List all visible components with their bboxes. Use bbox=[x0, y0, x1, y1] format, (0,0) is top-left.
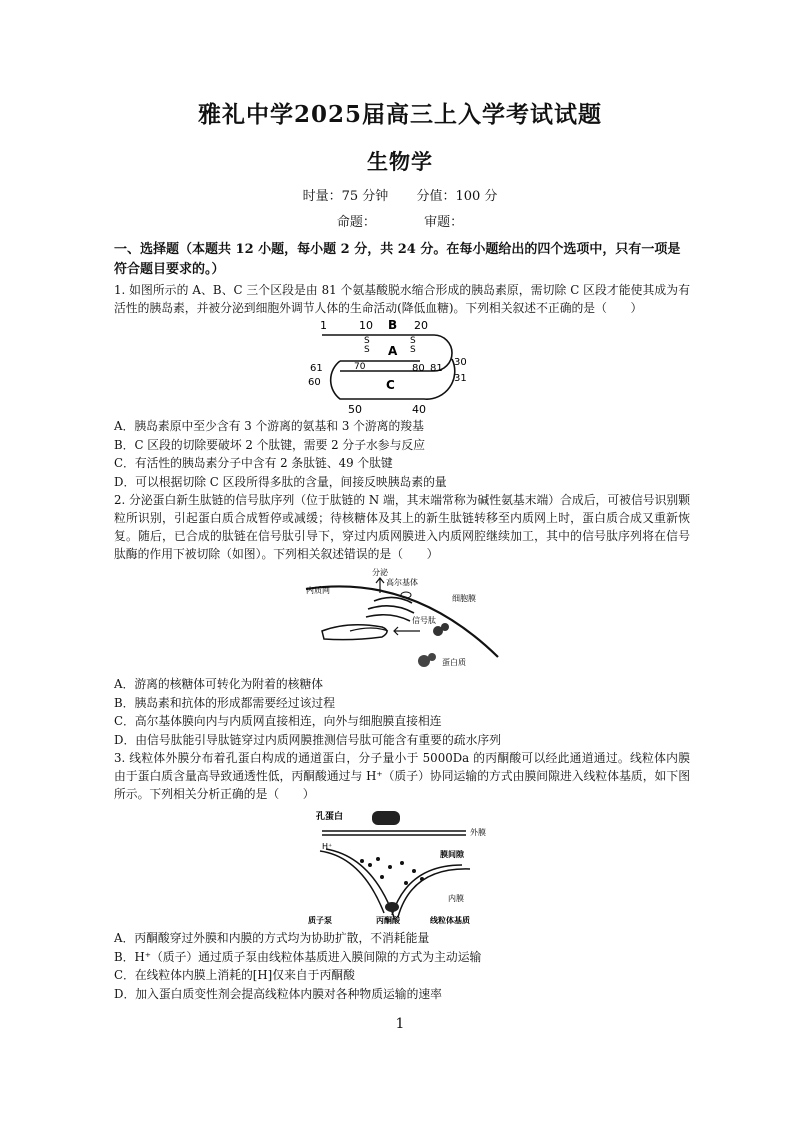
label-61: 61 bbox=[310, 363, 323, 374]
bond-2: S bbox=[364, 345, 370, 355]
hplus-dot bbox=[388, 865, 392, 869]
label-80: 80 bbox=[412, 363, 425, 374]
proton-pump bbox=[385, 902, 399, 912]
label-81: 81 bbox=[430, 363, 443, 374]
golgi-stack bbox=[366, 597, 414, 621]
signal-arrow bbox=[394, 627, 420, 635]
insulin-diagram bbox=[302, 319, 502, 415]
label-70: 70 bbox=[354, 362, 366, 372]
er-membrane bbox=[322, 625, 387, 640]
hplus-dot bbox=[376, 857, 380, 861]
q2-option-a: A．游离的核糖体可转化为附着的核糖体 bbox=[114, 677, 324, 691]
exam-title: 雅礼中学2025届高三上入学考试试题 bbox=[197, 101, 602, 128]
section-heading: 一、选择题（本题共 12 小题，每小题 2 分，共 24 分。在每小题给出的四个选项中，只有一项是符合题目要求的。） bbox=[114, 242, 681, 277]
hplus-dot bbox=[380, 875, 384, 879]
label-31: 31 bbox=[454, 373, 467, 384]
question-2-stem: 2. 分泌蛋白新生肽链的信号肽序列（位于肽链的 N 端，其末端常称为碱性氨基末端）合成后，可被信号识别颗粒所识别，引起蛋白质合成暂停或减缓；待核糖体及其上的新生肽链转移至内质网上时，蛋白质合成又重新恢复。随后，已合成的肽链在信号肽引导下，穿过内质网膜进入内质网腔继续加工，其中的信号肽序列将在信号肽酶的作用下被切除（如图）。下列相关叙述错误的是（ ） bbox=[114, 493, 690, 561]
q1-option-b: B．C 区段的切除要破坏 2 个肽键，需要 2 分子水参与反应 bbox=[114, 437, 425, 452]
q3-option-a: A．丙酮酸穿过外膜和内膜的方式均为协助扩散，不消耗能量 bbox=[114, 931, 430, 945]
subject-title: 生物学 bbox=[367, 149, 433, 174]
hplus-dot bbox=[400, 861, 404, 865]
q1-option-c: C．有活性的胰岛素分子中含有 2 条肽链、49 个肽键 bbox=[114, 456, 393, 470]
ribosome-2 bbox=[441, 623, 449, 631]
outer-membrane bbox=[322, 831, 466, 835]
hplus-dot bbox=[420, 877, 424, 881]
label-20: 20 bbox=[414, 319, 428, 332]
time-limit: 时量：75 分钟 bbox=[302, 189, 389, 204]
q3-option-b: B．H⁺（质子）通过质子泵由线粒体基质进入膜间隙的方式为主动运输 bbox=[114, 949, 482, 964]
bond-4: S bbox=[410, 345, 416, 355]
label-a: A bbox=[388, 344, 398, 358]
page-number: 1 bbox=[395, 1016, 405, 1032]
label-pump: 质子泵 bbox=[308, 916, 332, 925]
hplus-dot bbox=[368, 863, 372, 867]
label-secretion: 分泌 bbox=[372, 568, 388, 577]
label-60: 60 bbox=[308, 377, 321, 388]
mitochondria-diagram bbox=[302, 805, 502, 927]
exam-body bbox=[114, 240, 690, 1003]
question-1-stem: 1. 如图所示的 A、B、C 三个区段是由 81 个氨基酸脱水缩合形成的胰岛素原，需切除 C 区段才能使其成为有活性的胰岛素，并被分泌到细胞外调节人体的生命活动(降低血糖)。下列相关叙述不正确的是（ ） bbox=[114, 283, 690, 315]
setter-label: 命题： bbox=[336, 215, 376, 230]
q3-option-d: D．加入蛋白质变性剂会提高线粒体内膜对各种物质运输的速率 bbox=[114, 986, 442, 1001]
q2-option-c: C．高尔基体膜向内与内质网直接相连，向外与细胞膜直接相连 bbox=[114, 714, 442, 728]
exam-authors bbox=[0, 211, 800, 230]
label-signal: 信号肽 bbox=[412, 616, 436, 625]
question-3-stem: 3. 线粒体外膜分布着孔蛋白构成的通道蛋白，分子量小于 5000Da 的丙酮酸可以经此通道通过。线粒体内膜由于蛋白质含量高导致通透性低，丙酮酸通过与 H⁺（质子）协同运输的方式由膜间隙进入线粒体基质，如下图所示。下列相关分析正确的是（ ） bbox=[114, 751, 690, 801]
protein-blob-2 bbox=[428, 653, 436, 661]
label-b: B bbox=[388, 319, 398, 332]
q2-option-d: D．由信号肽能引导肽链穿过内质网膜推测信号肽可能含有重要的疏水序列 bbox=[114, 732, 501, 747]
label-membrane: 细胞膜 bbox=[452, 594, 476, 603]
porin-channel bbox=[372, 811, 400, 825]
q2-option-b: B．胰岛素和抗体的形成都需要经过该过程 bbox=[114, 695, 336, 710]
q1-option-d: D．可以根据切除 C 区段所得多肽的含量，间接反映胰岛素的量 bbox=[114, 474, 447, 489]
label-40: 40 bbox=[412, 403, 426, 415]
reviewer-label: 审题： bbox=[424, 215, 464, 230]
label-protein: 蛋白质 bbox=[442, 658, 466, 667]
signal-peptide-diagram bbox=[302, 565, 502, 673]
label-hplus: H⁺ bbox=[322, 842, 333, 851]
label-matrix: 线粒体基质 bbox=[430, 916, 470, 925]
label-c: C bbox=[386, 378, 395, 392]
hplus-dot bbox=[412, 869, 416, 873]
exam-meta bbox=[0, 185, 800, 204]
bond-1: S bbox=[364, 336, 370, 346]
q1-option-a: A．胰岛素原中至少含有 3 个游离的氨基和 3 个游离的羧基 bbox=[114, 419, 424, 433]
hplus-dot bbox=[404, 881, 408, 885]
label-pyruvate: 丙酮酸 bbox=[376, 916, 400, 925]
label-1: 1 bbox=[320, 319, 327, 332]
label-inner: 内膜 bbox=[448, 894, 464, 903]
label-intermembrane: 膜间隙 bbox=[440, 850, 464, 859]
total-score: 分值：100 分 bbox=[416, 189, 498, 204]
bond-3: S bbox=[410, 336, 416, 346]
er-lumen-line bbox=[350, 628, 388, 631]
label-porin: 孔蛋白 bbox=[316, 812, 344, 822]
label-golgi: 高尔基体 bbox=[386, 578, 418, 587]
label-er: 内质网 bbox=[306, 586, 330, 595]
hplus-dot bbox=[360, 859, 364, 863]
label-30: 30 bbox=[454, 357, 467, 368]
q3-option-c: C．在线粒体内膜上消耗的[H]仅来自于丙酮酸 bbox=[114, 968, 355, 982]
label-outer: 外膜 bbox=[470, 828, 486, 837]
label-50: 50 bbox=[348, 403, 362, 415]
label-10: 10 bbox=[359, 319, 373, 332]
